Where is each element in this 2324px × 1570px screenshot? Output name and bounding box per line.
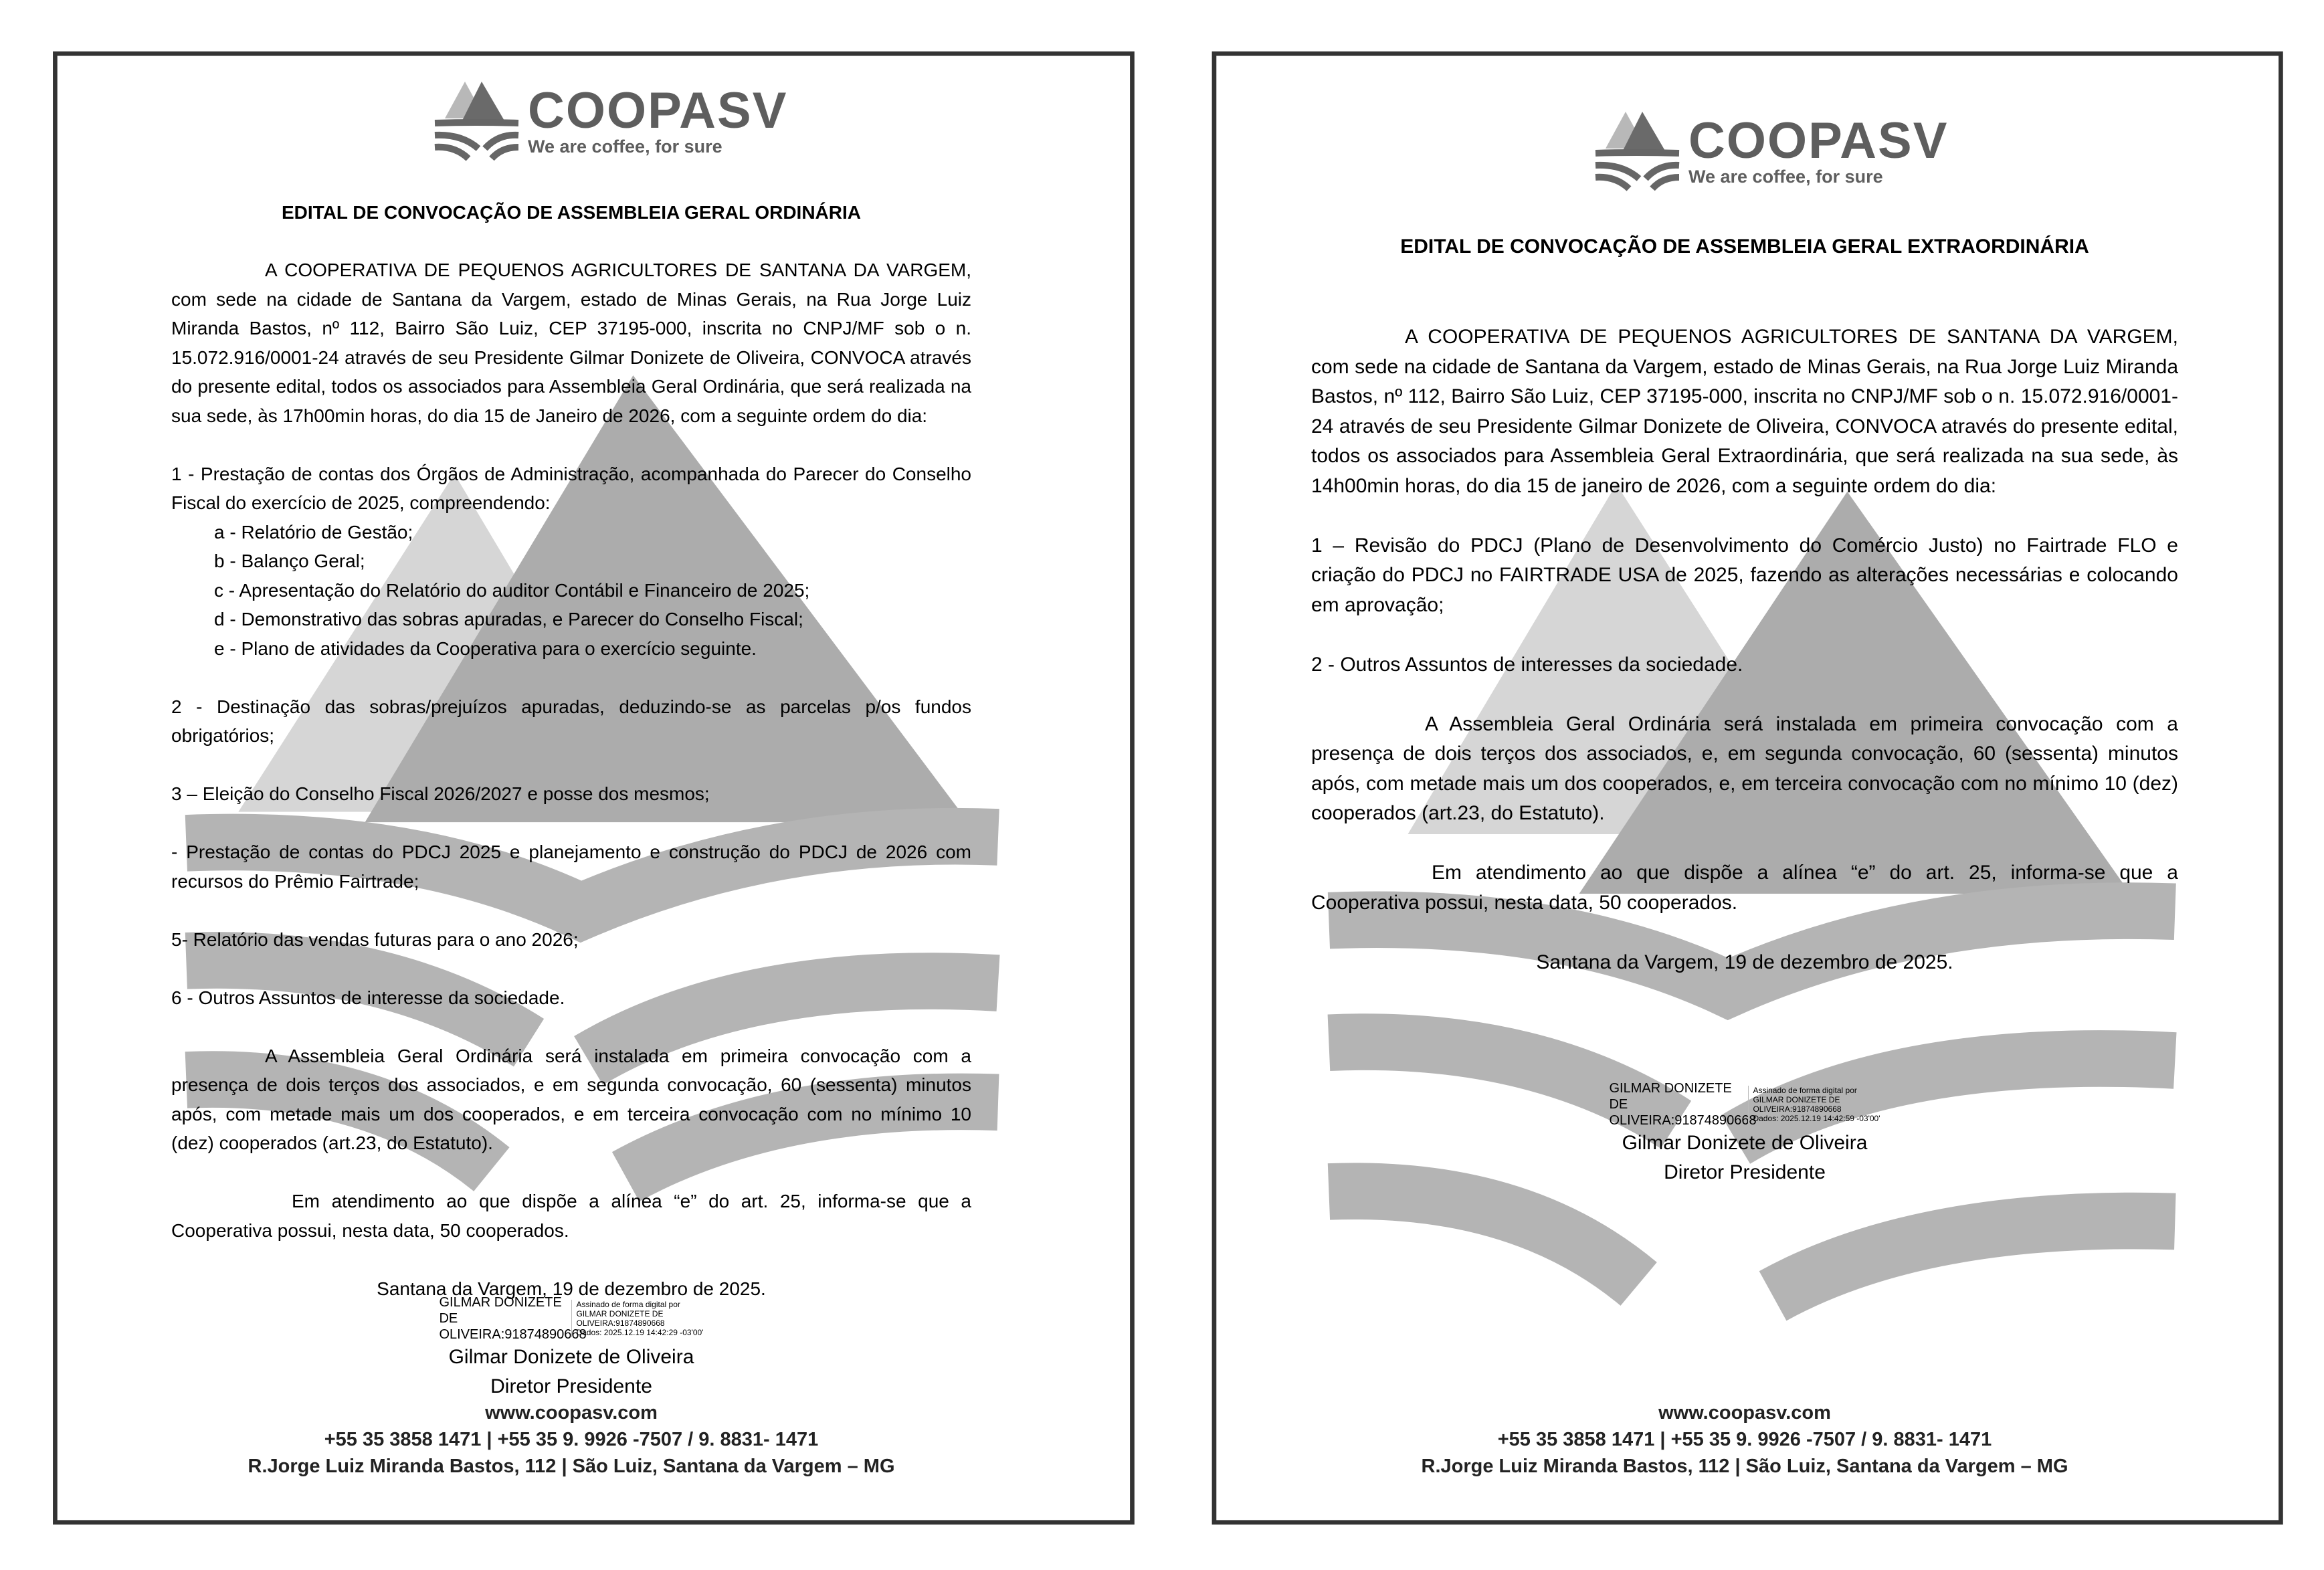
digital-signature-details (1748, 1086, 1880, 1123)
subitem: d - Demonstrativo das sobras apuradas, e Parecer do Conselho Fiscal; (214, 609, 803, 629)
brand-name: COOPASV (528, 82, 788, 139)
agenda-item-2: 2 - Destinação das sobras/prejuízos apuradas, deduzindo-se as parcelas p/os fundos obrigatórios; (171, 696, 971, 746)
left-body (171, 256, 971, 1333)
sig-detail: Dados: 2025.12.19 14:42:29 -03'00' (576, 1328, 704, 1337)
signer-name: Gilmar Donizete de Oliveira (448, 1346, 694, 1368)
intro-paragraph: A COOPERATIVA DE PEQUENOS AGRICULTORES DE SANTANA DA VARGEM, com sede na cidade de Santana da Vargem, estado de Minas Gerais, na Rua Jorge Luiz Miranda Bastos, nº 112, Bairro São Luiz, CEP 37195-000, inscrita no CNPJ/MF sob o n. 15.072.916/0001-24 através de seu Presidente Gilmar Donizete de Oliveira, CONVOCA através do presente edital, todos os associados para Assembleia Geral Ordinária, que será realizada na sua sede, às 17h00min horas, do dia 15 de Janeiro de 2026, com a seguinte ordem do dia: (171, 260, 971, 426)
sig-detail: GILMAR DONIZETE DE (1753, 1095, 1840, 1104)
brand-tagline: We are coffee, for sure (1688, 167, 1883, 187)
signature-block (171, 1294, 971, 1397)
signer-name: Gilmar Donizete de Oliveira (1622, 1132, 1868, 1154)
subitem: c - Apresentação do Relatório do auditor Contábil e Financeiro de 2025; (214, 579, 810, 601)
coopasv-logo-icon (1595, 112, 1679, 191)
signer-id: GILMAR DONIZETE DE OLIVEIRA:91874890668 (1609, 1081, 1757, 1128)
sig-detail: Assinado de forma digital por (1753, 1086, 1857, 1095)
sig-detail: Assinado de forma digital por (576, 1300, 680, 1309)
agenda-item-5: 5- Relatório das vendas futuras para o ano 2026; (171, 928, 579, 950)
subitem: a - Relatório de Gestão; (214, 521, 413, 543)
quorum-paragraph: A Assembleia Geral Ordinária será instalada em primeira convocação com a presença de dois terços dos associados, e em segunda convocação, 60 (sessenta) minutos após, com metade mais um dos cooperados, e em terceira convocação com no mínimo 10 (dez) cooperados (art.23, do Estatuto). (171, 1045, 971, 1153)
signer-role: Diretor Presidente (1664, 1161, 1826, 1183)
brand-name: COOPASV (1688, 112, 1949, 169)
sig-detail: OLIVEIRA:91874890668 (1753, 1104, 1842, 1114)
right-body (1311, 322, 2178, 1007)
subitem: e - Plano de atividades da Cooperativa para o exercício seguinte. (214, 637, 757, 659)
coopasv-logo (435, 82, 787, 161)
signer-id: GILMAR DONIZETE DE OLIVEIRA:91874890668 (439, 1295, 587, 1342)
intro-paragraph: A COOPERATIVA DE PEQUENOS AGRICULTORES DE SANTANA DA VARGEM, com sede na cidade de Santana da Vargem, estado de Minas Gerais, na Rua Jorge Luiz Miranda Bastos, nº 112, Bairro São Luiz, CEP 37195-000, inscrita no CNPJ/MF sob o n. 15.072.916/0001-24 através de seu Presidente Gilmar Donizete de Oliveira, CONVOCA através do presente edital, todos os associados para Assembleia Geral Extraordinária, que será realizada na sua sede, às 14h00min horas, do dia 15 de janeiro de 2026, com a seguinte ordem do dia: (1311, 326, 2178, 497)
sig-detail: Dados: 2025.12.19 14:42:59 -03'00' (1753, 1114, 1880, 1123)
footer-website: www.coopasv.com (1658, 1402, 1831, 1424)
agenda-item-1: 1 – Revisão do PDCJ (Plano de Desenvolvimento do Comércio Justo) no Fairtrade FLO e criação do PDCJ no FAIRTRADE USA de 2025, fazendo as alterações necessárias e colocando em aprovação; (1311, 534, 2178, 616)
agenda-subitems (171, 518, 971, 664)
footer-phones: +55 35 3858 1471 | +55 35 9. 9926 -7507 / 9. 8831- 1471 (1497, 1429, 1992, 1450)
footer-phones: +55 35 3858 1471 | +55 35 9. 9926 -7507 / 9. 8831- 1471 (324, 1429, 819, 1450)
signer-role: Diretor Presidente (490, 1375, 652, 1397)
sig-detail: GILMAR DONIZETE DE (576, 1309, 664, 1318)
page-footer (171, 1399, 971, 1480)
footer-address: R.Jorge Luiz Miranda Bastos, 112 | São Luiz, Santana da Vargem – MG (1421, 1456, 2068, 1477)
footer-website: www.coopasv.com (485, 1402, 658, 1424)
members-paragraph: Em atendimento ao que dispõe a alínea “e” do art. 25, informa-se que a Cooperativa possui, nesta data, 50 cooperados. (1311, 862, 2178, 914)
brand-tagline: We are coffee, for sure (528, 136, 722, 157)
members-paragraph: Em atendimento ao que dispõe a alínea “e” do art. 25, informa-se que a Cooperativa possui, nesta data, 50 cooperados. (171, 1191, 971, 1241)
agenda-item-4: - Prestação de contas do PDCJ 2025 e planejamento e construção do PDCJ de 2026 com recursos do Prêmio Fairtrade; (171, 842, 971, 892)
quorum-paragraph: A Assembleia Geral Ordinária será instalada em primeira convocação com a presença de dois terços dos associados, e, em segunda convocação, 60 (sessenta) minutos após, com metade mais um dos cooperados, e, em terceira convocação com no mínimo 10 (dez) cooperados (art.23, do Estatuto). (1311, 712, 2178, 824)
agenda-item-1: 1 - Prestação de contas dos Órgãos de Administração, acompanhada do Parecer do Conselho Fiscal do exercício de 2025, compreendendo: (171, 463, 971, 513)
agenda-item-2: 2 - Outros Assuntos de interesses da sociedade. (1311, 653, 1743, 676)
page-title: EDITAL DE CONVOCAÇÃO DE ASSEMBLEIA GERAL EXTRAORDINÁRIA (1400, 235, 2089, 258)
coopasv-logo (1595, 112, 1948, 191)
digital-signature-details (571, 1300, 703, 1337)
agenda-item-6: 6 - Outros Assuntos de interesse da sociedade. (171, 987, 565, 1008)
place-date: Santana da Vargem, 19 de dezembro de 2025. (1536, 951, 1953, 973)
subitem: b - Balanço Geral; (214, 551, 365, 571)
place-date: Santana da Vargem, 19 de dezembro de 2025. (377, 1278, 766, 1299)
coopasv-logo-icon (435, 82, 518, 161)
sig-detail: OLIVEIRA:91874890668 (576, 1318, 665, 1328)
page-footer (1311, 1399, 2178, 1480)
signature-block (1311, 1080, 2178, 1187)
footer-address: R.Jorge Luiz Miranda Bastos, 112 | São Luiz, Santana da Vargem – MG (248, 1456, 895, 1477)
agenda-item-3: 3 – Eleição do Conselho Fiscal 2026/2027 e posse dos mesmos; (171, 783, 710, 804)
page-title: EDITAL DE CONVOCAÇÃO DE ASSEMBLEIA GERAL ORDINÁRIA (282, 202, 861, 223)
